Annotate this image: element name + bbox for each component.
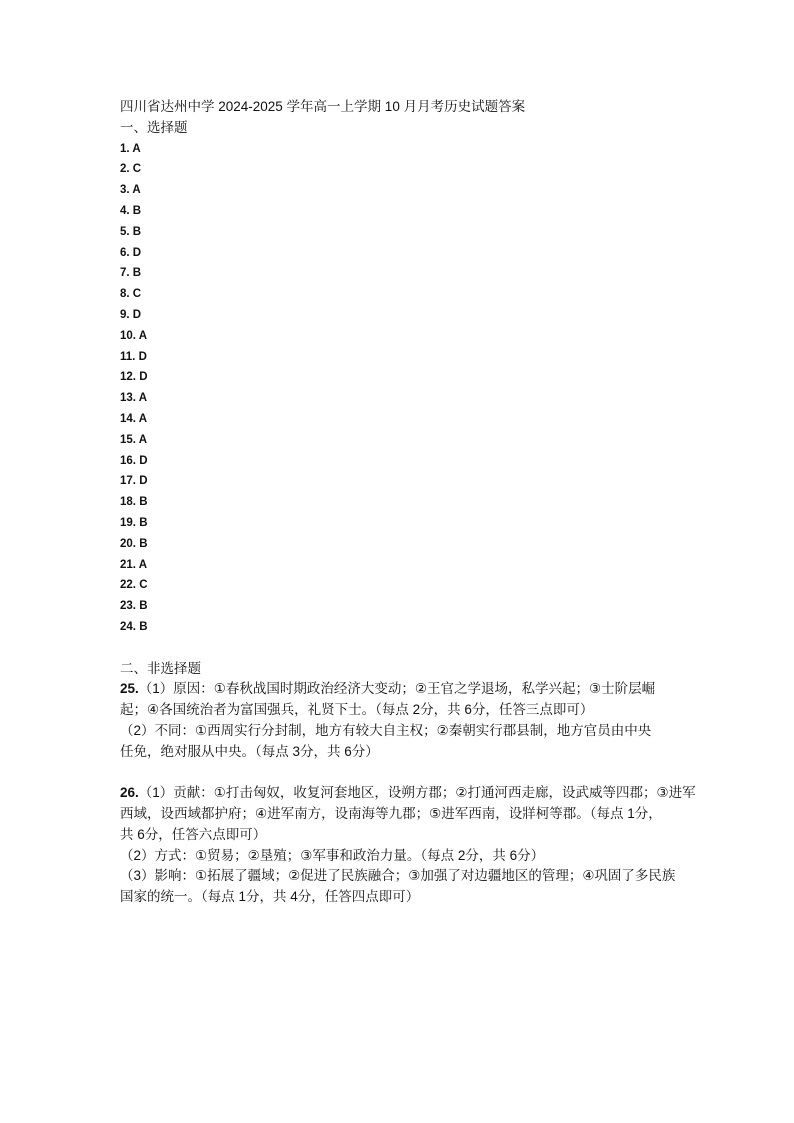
answer-number: 20. — [120, 537, 136, 550]
section-heading-multiple-choice: 一、选择题 — [120, 119, 188, 135]
question-26-part2-line: （2）方式：①贸易；②垦殖；③军事和政治力量。（每点 2分，共 6分） — [120, 847, 545, 863]
answer-list — [120, 139, 700, 638]
document-title: 四川省达州中学 2024-2025 学年高一上学期 10 月月考历史试题答案 — [120, 99, 526, 114]
answer-item — [120, 263, 700, 284]
answer-number: 9. — [120, 308, 130, 321]
answer-number: 5. — [120, 225, 130, 238]
answer-number: 14. — [120, 412, 136, 425]
question-25-part2-line: 任免，绝对服从中央。（每点 3分，共 6分） — [120, 743, 379, 759]
answer-choice: C — [139, 579, 148, 592]
answer-choice: A — [138, 329, 148, 342]
answer-number: 24. — [120, 620, 136, 633]
answer-number: 19. — [120, 516, 136, 529]
answer-text: （1）贡献：①打击匈奴，收复河套地区，设朔方郡；②打通河西走廊，设武威等四郡；③进军 — [138, 785, 696, 801]
answer-choice: D — [138, 350, 147, 363]
answer-choice: D — [139, 454, 148, 467]
answer-choice: A — [138, 412, 148, 425]
answer-item — [120, 243, 700, 264]
answer-number: 22. — [120, 579, 136, 592]
answer-choice: A — [138, 433, 148, 446]
answer-choice: D — [139, 371, 148, 384]
question-25-part1-line: 起；④各国统治者为富国强兵，礼贤下士。（每点 2分，共 6分，任答三点即可） — [120, 702, 594, 718]
answer-item — [120, 409, 700, 430]
answer-item — [120, 347, 700, 368]
answer-choice: B — [132, 225, 142, 238]
answer-item — [120, 471, 700, 492]
answer-item — [120, 180, 700, 201]
answer-item — [120, 451, 700, 472]
question-26 — [120, 783, 700, 908]
answer-item — [120, 305, 700, 326]
answer-text: （1）原因：①春秋战国时期政治经济大变动；②王官之学退场，私学兴起；③士阶层崛 — [138, 681, 656, 697]
answer-number: 12. — [120, 371, 136, 384]
answer-choice: B — [139, 516, 148, 529]
question-26-part3-line: 国家的统一。（每点 1分，共 4分，任答四点即可） — [120, 889, 420, 905]
answer-choice: D — [132, 308, 142, 321]
answer-choice: C — [132, 163, 142, 176]
answer-choice: A — [138, 392, 148, 405]
question-26-part1-line — [120, 783, 700, 804]
answer-item — [120, 388, 700, 409]
question-number: 26. — [120, 785, 139, 801]
answer-choice: D — [139, 475, 148, 488]
answer-choice: C — [132, 288, 142, 301]
question-26-part3-line: （3）影响：①拓展了疆域；②促进了民族融合；③加强了对边疆地区的管理；④巩固了多民族 — [120, 868, 676, 884]
answer-choice: B — [139, 496, 148, 509]
answer-number: 7. — [120, 267, 130, 280]
answer-item — [120, 222, 700, 243]
answer-number: 13. — [120, 392, 136, 405]
answer-number: 6. — [120, 246, 130, 259]
answer-number: 11. — [120, 350, 136, 363]
answer-item — [120, 575, 700, 596]
answer-number: 23. — [120, 600, 136, 613]
answer-choice: A — [132, 142, 141, 155]
answer-choice: A — [132, 184, 141, 197]
answer-item — [120, 139, 700, 160]
answer-number: 1. — [120, 142, 130, 155]
answer-choice: B — [132, 267, 142, 280]
answer-number: 8. — [120, 288, 130, 301]
answer-number: 21. — [120, 558, 136, 571]
answer-item — [120, 367, 700, 388]
answer-item — [120, 201, 700, 222]
document-body — [120, 97, 700, 908]
answer-choice: B — [139, 600, 148, 613]
answer-number: 10. — [120, 329, 136, 342]
answer-number: 16. — [120, 454, 136, 467]
question-26-part1-line: 西域，设西域都护府；④进军南方，设南海等九郡；⑤进军西南，设牂柯等郡。（每点 1分， — [120, 806, 662, 822]
answer-item — [120, 159, 700, 180]
answer-item — [120, 513, 700, 534]
answer-item — [120, 596, 700, 617]
answer-number: 15. — [120, 433, 136, 446]
answer-item — [120, 492, 700, 513]
answer-number: 17. — [120, 475, 136, 488]
answer-item — [120, 430, 700, 451]
answer-number: 18. — [120, 496, 136, 509]
question-25-part1-line — [120, 679, 700, 700]
answer-number: 2. — [120, 163, 130, 176]
blank-line — [120, 638, 700, 659]
section-heading-non-choice: 二、非选择题 — [120, 660, 201, 676]
question-number: 25. — [120, 681, 139, 697]
answer-choice: B — [139, 620, 148, 633]
answer-item — [120, 326, 700, 347]
answer-item — [120, 617, 700, 638]
answer-choice: B — [132, 204, 142, 217]
question-25 — [120, 679, 700, 762]
answer-choice: B — [139, 537, 148, 550]
answer-item — [120, 284, 700, 305]
answer-number: 4. — [120, 204, 130, 217]
answer-item — [120, 534, 700, 555]
question-25-part2-line: （2）不同：①西周实行分封制，地方有较大自主权；②秦朝实行郡县制，地方官员由中央 — [120, 722, 652, 738]
answer-item — [120, 555, 700, 576]
question-26-part1-line: 共 6分，任答六点即可） — [120, 826, 267, 842]
answer-number: 3. — [120, 184, 130, 197]
blank-line — [120, 763, 700, 784]
answer-choice: A — [138, 558, 148, 571]
answer-choice: D — [132, 246, 142, 259]
